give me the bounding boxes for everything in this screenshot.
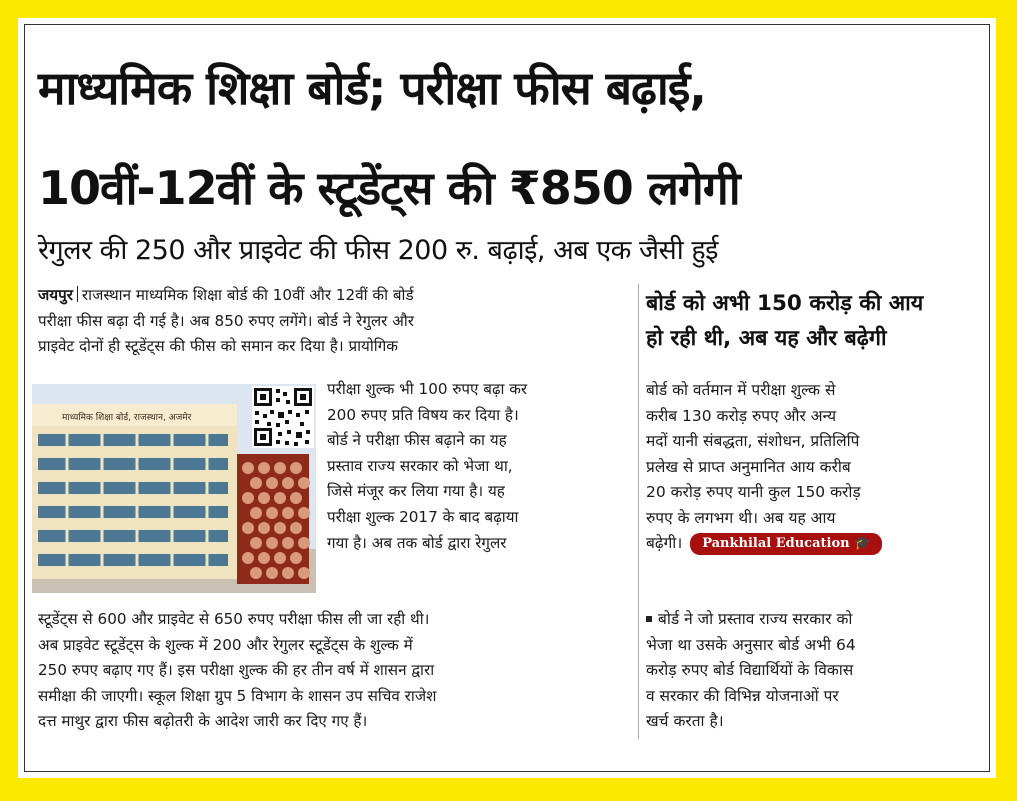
sidebar-line: व सरकार की विभिन्न योजनाओं पर bbox=[646, 686, 839, 705]
article-line: 200 रुपए प्रति विषय कर दिया है। bbox=[327, 405, 519, 424]
sidebar-text bbox=[646, 378, 981, 557]
article-line: जिसे मंजूर कर लिया गया है। यह bbox=[327, 482, 505, 501]
article-line: अब प्राइवेट स्टूडेंट्स के शुल्क में 200 और रेगुलर स्टूडेंट्स के शुल्क में bbox=[38, 635, 413, 654]
graduation-cap-icon: 🎓 bbox=[854, 536, 871, 551]
article-line: प्रस्ताव राज्य सरकार को भेजा था, bbox=[327, 456, 513, 475]
sidebar-line: रुपए के लगभग थी। अब यह आय bbox=[646, 508, 836, 527]
sidebar-line: खर्च करता है। bbox=[646, 712, 724, 730]
sidebar-line: बोर्ड को वर्तमान में परीक्षा शुल्क से bbox=[646, 381, 836, 399]
subheadline: रेगुलर की 250 और प्राइवेट की फीस 200 रु. बढ़ाई, अब एक जैसी हुई bbox=[38, 235, 718, 266]
bullet-text: बोर्ड ने जो प्रस्ताव राज्य सरकार को bbox=[658, 610, 853, 628]
article-line: बोर्ड ने परीक्षा फीस बढ़ाने का यह bbox=[327, 431, 507, 450]
sidebar-line bbox=[646, 531, 981, 557]
article-line: परीक्षा फीस बढ़ा दी गई है। अब 850 रुपए लगेंगे। बोर्ड ने रेगुलर और bbox=[38, 311, 414, 330]
sidebar-line bbox=[646, 607, 981, 633]
article-text-beside-photo bbox=[327, 377, 637, 556]
sidebar-line: भेजा था उसके अनुसार बोर्ड अभी 64 bbox=[646, 635, 856, 654]
article-line: परीक्षा शुल्क भी 100 रुपए बढ़ा कर bbox=[327, 380, 528, 398]
article-line: समीक्षा की जाएगी। स्कूल शिक्षा ग्रुप 5 विभाग के शासन उप सचिव राजेश bbox=[38, 686, 437, 705]
sidebar-line: मदों यानी संबद्धता, संशोधन, प्रतिलिपि bbox=[646, 432, 860, 450]
article-line: दत्त माथुर द्वारा फीस बढ़ोतरी के आदेश जारी कर दिए गए हैं। bbox=[38, 712, 368, 731]
headline-line-1: माध्यमिक शिक्षा बोर्ड; परीक्षा फीस बढ़ाई, bbox=[38, 61, 706, 115]
sidebar-line: 20 करोड़ रुपए यानी कुल 150 करोड़ bbox=[646, 483, 861, 501]
watermark-badge bbox=[690, 533, 882, 555]
divider bbox=[77, 286, 78, 302]
article-line: परीक्षा शुल्क 2017 के बाद बढ़ाया bbox=[327, 507, 519, 526]
sidebar-line: करीब 130 करोड़ रुपए और अन्य bbox=[646, 406, 837, 425]
dateline: जयपुर bbox=[38, 286, 73, 304]
building-sign: माध्यमिक शिक्षा बोर्ड, राजस्थान, अजमेर bbox=[62, 413, 192, 423]
board-building-photo bbox=[32, 384, 316, 593]
article-line: 250 रुपए बढ़ाए गए हैं। इस परीक्षा शुल्क की हर तीन वर्ष में शासन द्वारा bbox=[38, 661, 435, 680]
qr-code-icon bbox=[252, 386, 314, 448]
sidebar-heading-line: बोर्ड को अभी 150 करोड़ की आय bbox=[646, 291, 924, 316]
article-line bbox=[38, 283, 636, 309]
sidebar-heading-line: हो रही थी, अब यह और बढ़ेगी bbox=[646, 326, 887, 351]
article-line-text: राजस्थान माध्यमिक शिक्षा बोर्ड की 10वीं और 12वीं की बोर्ड bbox=[81, 286, 414, 304]
sidebar-last-word: बढ़ेगी। bbox=[646, 534, 683, 552]
sidebar-heading bbox=[646, 286, 923, 356]
column-divider bbox=[638, 284, 639, 739]
sidebar-line: करोड़ रुपए बोर्ड विद्यार्थियों के विकास bbox=[646, 661, 854, 679]
sidebar-line: प्रलेख से प्राप्त अनुमानित आय करीब bbox=[646, 457, 851, 476]
article-text-top bbox=[38, 283, 636, 360]
article-line: प्राइवेट दोनों ही स्टूडेंट्स की फीस को समान कर दिया है। प्रायोगिक bbox=[38, 337, 398, 356]
article-line: गया है। अब तक बोर्ड द्वारा रेगुलर bbox=[327, 533, 507, 552]
watermark-text: Pankhilal Education bbox=[702, 536, 850, 551]
sidebar-bullet-point bbox=[646, 607, 981, 735]
headline-line-2: 10वीं-12वीं के स्टूडेंट्स की ₹850 लगेगी bbox=[38, 161, 740, 215]
bullet-square-icon bbox=[646, 616, 652, 622]
article-line: स्टूडेंट्स से 600 और प्राइवेट से 650 रुपए परीक्षा फीस ली जा रही थी। bbox=[38, 610, 430, 628]
newspaper-clipping bbox=[18, 18, 996, 778]
article-text-bottom bbox=[38, 607, 636, 735]
